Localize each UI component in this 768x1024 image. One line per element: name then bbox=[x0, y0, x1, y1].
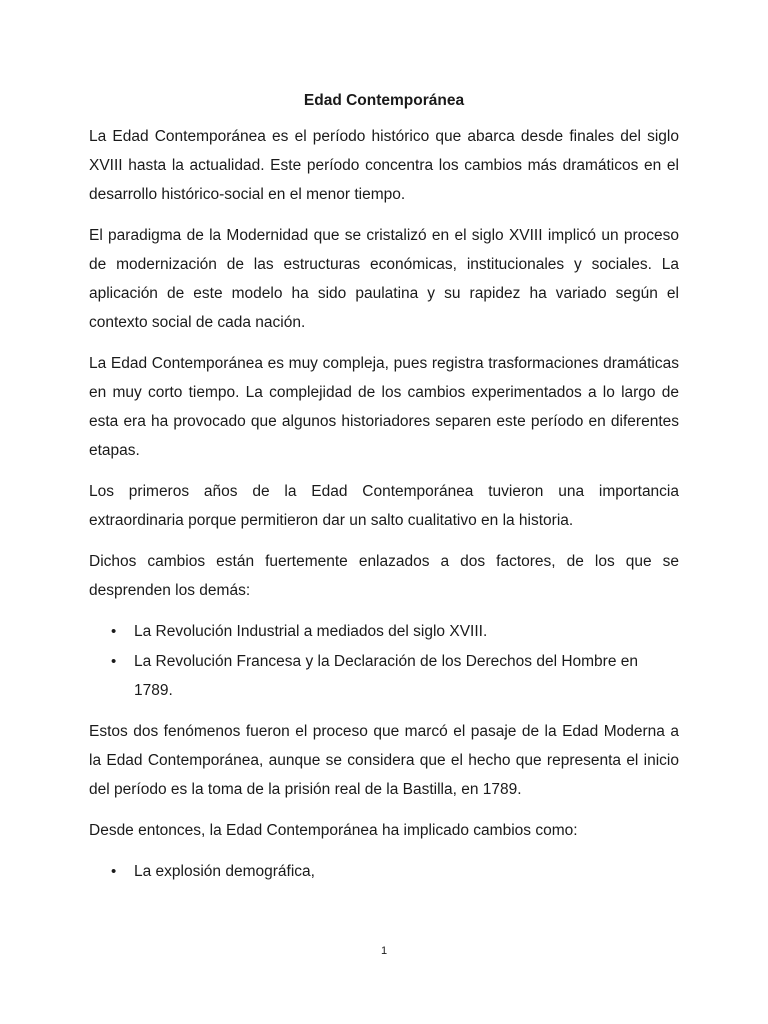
changes-list bbox=[89, 857, 679, 886]
list-item-text: La Revolución Francesa y la Declaración de los Derechos del Hombre en 1789. bbox=[134, 653, 639, 699]
bullet-icon: • bbox=[111, 653, 117, 670]
bullet-icon: • bbox=[111, 863, 117, 880]
paragraph-6: Estos dos fenómenos fueron el proceso que marcó el pasaje de la Edad Moderna a la Edad Contemporánea, aunque se considera que el hecho que representa el inicio del período es la toma de la prisión real de la Bastilla, en 1789. bbox=[89, 723, 679, 798]
paragraph-7: Desde entonces, la Edad Contemporánea ha implicado cambios como: bbox=[89, 822, 578, 839]
list-item bbox=[89, 617, 679, 646]
document-body bbox=[89, 90, 679, 898]
document-title: Edad Contemporánea bbox=[303, 92, 465, 109]
paragraph-5: Dichos cambios están fuertemente enlazados a dos factores, de los que se desprenden los demás: bbox=[89, 553, 679, 599]
paragraph-1: La Edad Contemporánea es el período histórico que abarca desde finales del siglo XVIII hasta la actualidad. Este período concentra los cambios más dramáticos en el desarrollo histórico-social en el menor tiempo. bbox=[89, 128, 679, 203]
page-number: 1 bbox=[380, 945, 388, 957]
list-item-text: La Revolución Industrial a mediados del siglo XVIII. bbox=[134, 623, 488, 640]
paragraph-2: El paradigma de la Modernidad que se cristalizó en el siglo XVIII implicó un proceso de modernización de las estructuras económicas, institucionales y sociales. La aplicación de este modelo ha sido paulatina y su rapidez ha variado según el contexto social de cada nación. bbox=[89, 227, 679, 331]
bullet-icon: • bbox=[111, 623, 117, 640]
list-item-text: La explosión demográfica, bbox=[134, 863, 315, 880]
paragraph-3: La Edad Contemporánea es muy compleja, pues registra trasformaciones dramáticas en muy corto tiempo. La complejidad de los cambios experimentados a lo largo de esta era ha provocado que algunos historiadores separen este período en diferentes etapas. bbox=[89, 355, 679, 459]
list-item bbox=[89, 647, 679, 705]
list-item bbox=[89, 857, 679, 886]
paragraph-4: Los primeros años de la Edad Contemporánea tuvieron una importancia extraordinaria porque permitieron dar un salto cualitativo en la historia. bbox=[89, 483, 679, 529]
factors-list bbox=[89, 617, 679, 705]
